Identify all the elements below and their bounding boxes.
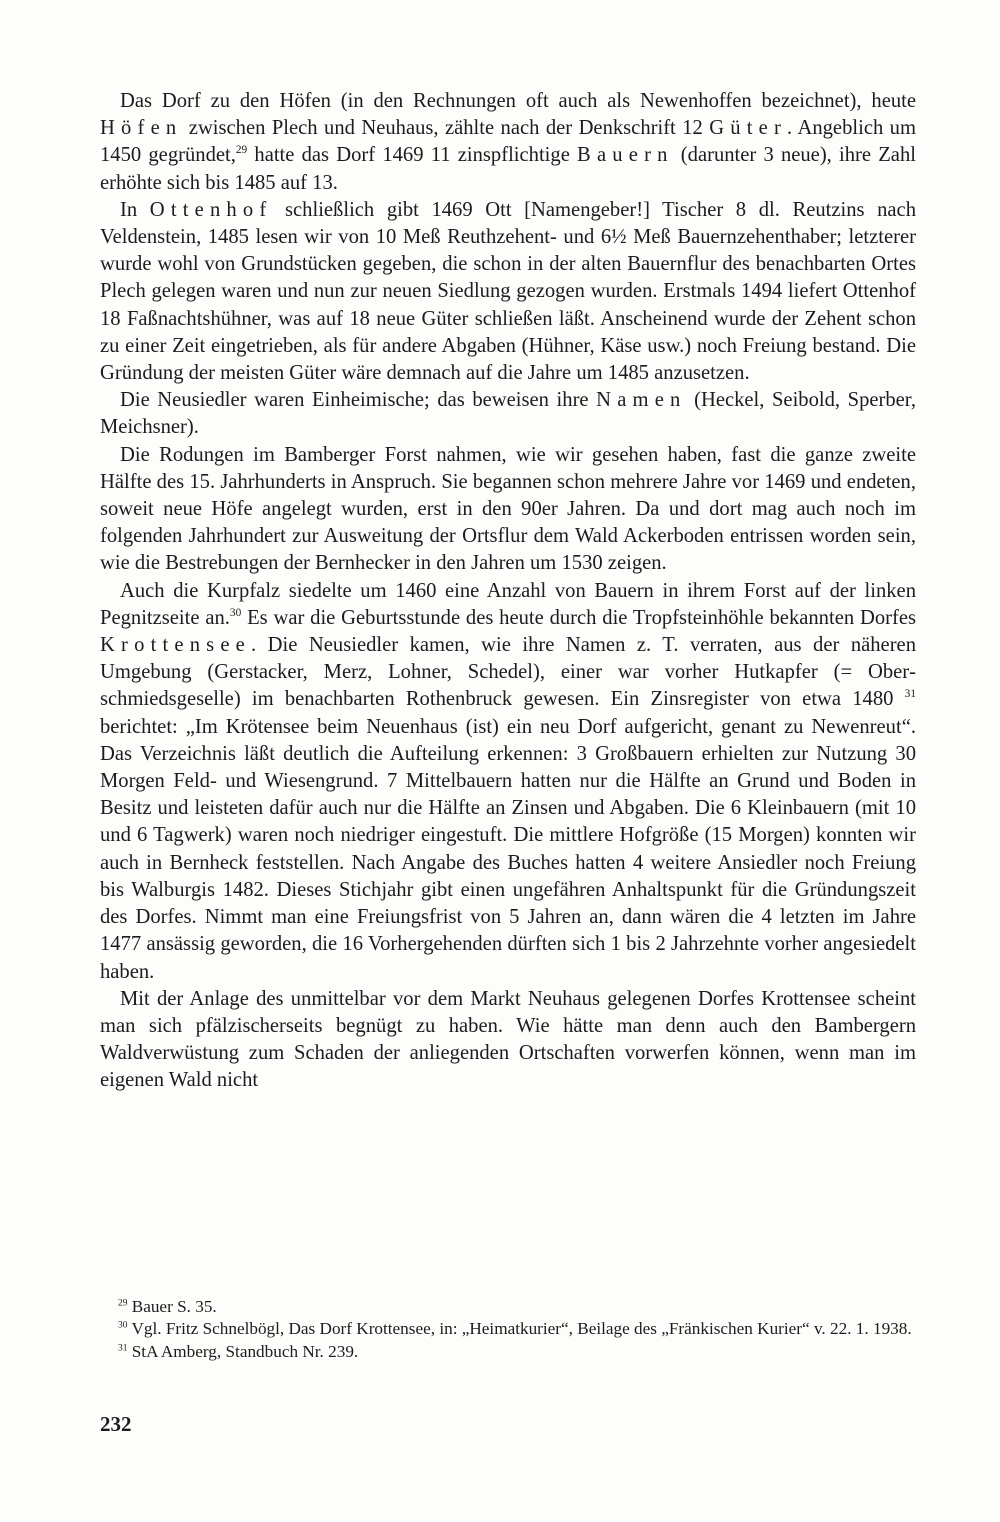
text-run: Das Dorf zu den Höfen (in den Rechnungen oft auch als Newenhoffen bezeichnet), heute: [120, 90, 916, 112]
body-text: [100, 88, 916, 1095]
text-run: Auch die Kurpfalz siedelte um 1460 eine Anzahl von Bauern in ihrem Forst auf der linken Pegnitzseite an.: [100, 579, 916, 629]
footnote-number: 30: [118, 1320, 128, 1331]
footnote: [100, 1341, 916, 1363]
paragraph: [100, 578, 916, 986]
footnote-text: Bauer S. 35.: [127, 1297, 217, 1316]
footnote-text: StA Amberg, Standbuch Nr. 239.: [127, 1341, 359, 1361]
emphasized-text: Güter: [709, 117, 788, 140]
footnote-text: Vgl. Fritz Schnelbögl, Das Dorf Krottensee, in: „Heimatkurier“, Beilage des „Fränkischen Kurier“ v. 22. 1. 1938.: [127, 1319, 912, 1339]
emphasized-text: Ottenhof: [149, 198, 273, 221]
text-run: schließlich gibt 1469 Ott [Namengeber!] Tischer 8 dl. Reutzins nach Veldenstein, 1485 lesen wir von 10 Meß Reuthzehent- und 6½ Meß Bauernzehenthaber; letzterer wurde wohl von Grundstücken gegeben, die schon in der alten Bauernflur des benachbarten Ortes Plech gelegen waren und nun zur neuen Siedlung gezogen wurden. Erstmals 1494 liefert Ottenhof 18 Faßnachtshühner, was auf 18 neue Güter schließen läßt. Anscheinend wurde der Zehent schon zu einer Zeit eingetrieben, als für andere Abgaben (Hühner, Käse usw.) noch Freiung bestand. Die Gründung der meisten Güter wäre demnach auf die Jahre um 1485 anzusetzen.: [100, 198, 916, 385]
text-run: Die Neusiedler waren Einheimische; das beweisen ihre: [120, 389, 597, 412]
emphasized-text: Höfen: [100, 117, 183, 140]
text-run: (Heckel, Seibold, Sperber, Meichsner).: [100, 389, 916, 439]
text-run: berichtet: „Im Krötensee beim Neuenhaus (ist) ein neu Dorf aufgericht, genant zu Newenreut“. Das Verzeichnis läßt deutlich die Aufteilung erkennen: 3 Großbauern erhielten zur Nutzung 30 Morgen Feld- und Wiesengrund. 7 Mittelbauern hatten nur die Hälfte an Grund und Boden in Besitz und leisteten dafür auch nur die Hälfte an Zinsen und Abgaben. Die 6 Kleinbauern (mit 10 und 6 Tagwerk) waren noch niedriger eingestuft. Die mittlere Hofgröße (15 Morgen) konnten wir auch in Bernheck feststellen. Nach Angabe des Buches hatten 4 weitere Ansiedler noch Freiung bis Walburgis 1482. Dieses Stichjahr gibt einen ungefähren Anhaltspunkt für die Gründungszeit des Dorfes. Nimmt man eine Freiungsfrist von 5 Jahren an, dann wären die 4 letzten im Jahre 1477 ansässig geworden, die 16 Vorhergehenden dürften sich 1 bis 2 Jahrzehnte vorher angesiedelt haben.: [100, 715, 916, 983]
text-run: Mit der Anlage des unmittelbar vor dem Markt Neuhaus gelegenen Dorfes Krottensee scheint man sich pfälzischerseits begnügt zu haben. Wie hätte man denn auch den Bambergern Waldverwüstung zum Schaden der anliegenden Ortschaften vorwerfen können, wenn man im eigenen Wald nicht: [100, 987, 916, 1092]
page-number: 232: [100, 1412, 132, 1436]
paragraph: [100, 387, 916, 441]
text-run: hatte das Dorf 1469 11 zinspflichtige: [247, 144, 578, 167]
footnote: [100, 1296, 916, 1318]
paragraph: [100, 986, 916, 1095]
paragraph: [100, 88, 916, 197]
text-run: Die Rodungen im Bamberger Forst nahmen, wie wir gesehen haben, fast die ganze zweite Hälfte des 15. Jahrhunderts in Anspruch. Sie begannen schon mehrere Jahre vor 1469 und endeten, soweit neue Höfe angelegt wurden, erst in den 90er Jahren. Da und dort mag auch noch im folgenden Jahrhundert zur Ausweitung der Ortsflur dem Wald Ackerboden entrissen worden sein, wie die Bestrebungen der Bernhecker in den Jahren um 1530 zeigen.: [100, 443, 916, 575]
text-run: . Die Neusiedler kamen, wie ihre Namen z. T. verraten, aus der näheren Umgebung (Gerstacker, Merz, Lohner, Schedel), einer war vorher Hutkapfer (= Oberschmiedsgeselle) im benachbarten Rothenbruck gewesen. Ein Zinsregister von etwa 1480: [100, 634, 916, 711]
text-run: In: [120, 198, 150, 221]
footnote-number: 29: [118, 1298, 128, 1309]
emphasized-text: Bauern: [577, 144, 674, 167]
footnotes: [100, 1296, 916, 1363]
emphasized-text: Krottensee: [100, 634, 252, 657]
footnote-reference: 31: [904, 688, 916, 701]
paragraph: [100, 442, 916, 578]
emphasized-text: Namen: [596, 389, 687, 412]
text-run: zwischen Plech und Neuhaus, zählte nach der Denkschrift 12: [182, 117, 710, 140]
text-run: . Angeblich um 1450 gegründet,: [100, 117, 916, 167]
text-run: Es war die Geburtsstunde des heute durch die Tropfsteinhöhle bekannten Dorfes: [241, 606, 916, 629]
footnote-number: 31: [118, 1343, 128, 1354]
footnote-reference: 29: [235, 144, 248, 157]
paragraph: [100, 197, 916, 387]
text-run: (darunter 3 neue), ihre Zahl erhöhte sich bis 1485 auf 13.: [100, 144, 916, 194]
footnote: [100, 1318, 916, 1340]
footnote-reference: 30: [229, 607, 242, 619]
